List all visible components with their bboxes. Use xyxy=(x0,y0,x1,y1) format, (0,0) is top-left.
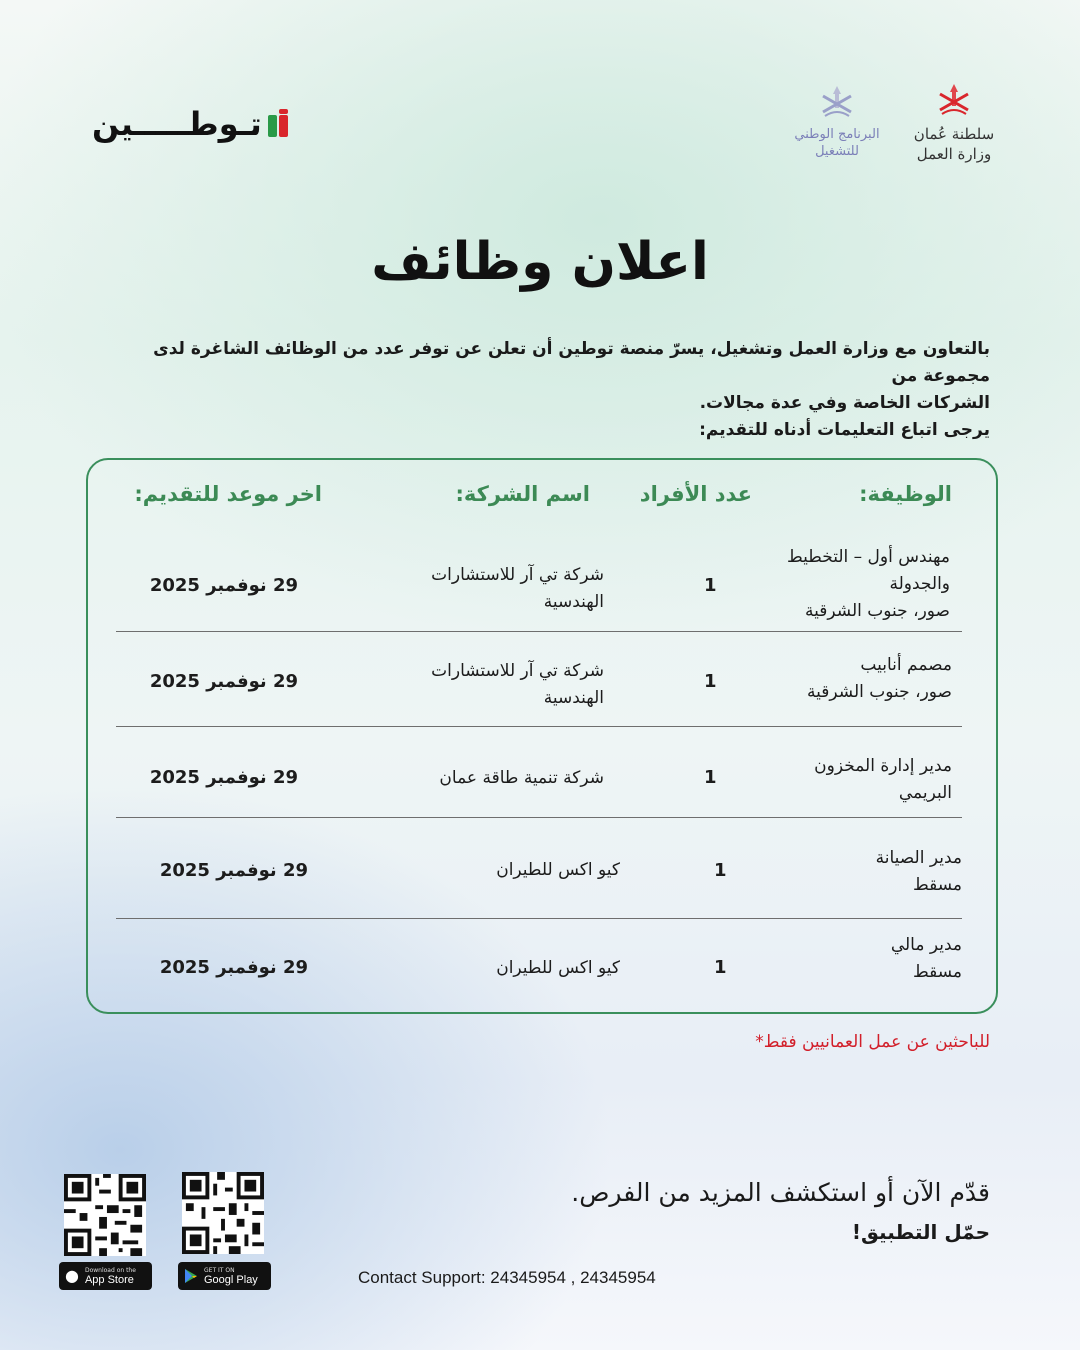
app-store-badge-label: App Store xyxy=(84,1273,134,1286)
tawteen-logo xyxy=(92,100,277,148)
tawteen-logo-text: تـوطـــــين xyxy=(92,105,262,143)
table-row-1-count: 1 xyxy=(704,575,717,596)
contact-support: Contact Support: 24345954 , 24345954 xyxy=(358,1268,656,1287)
table-row-1-company: شركة تي آر للاستشارات الهندسية xyxy=(431,565,604,612)
table-row-2-deadline: 29 نوفمبر 2025 xyxy=(149,671,298,692)
national-program-line-1: البرنامج الوطني xyxy=(794,127,880,142)
header-company: اسم الشركة: xyxy=(455,482,590,506)
table-row-5-count: 1 xyxy=(714,957,727,978)
ministry-of-labour-logo xyxy=(904,80,1004,170)
table-row-2-company: شركة تي آر للاستشارات الهندسية xyxy=(431,661,604,708)
table-row-1-deadline: 29 نوفمبر 2025 xyxy=(149,575,298,596)
table-row-3-count: 1 xyxy=(704,767,717,788)
national-program-line-2: للتشغيل xyxy=(815,144,859,159)
table-row-4-job: مدير الصيانة مسقط xyxy=(875,848,962,895)
table-row-3-job: مدير إدارة المخزون البريمي xyxy=(814,756,952,803)
oman-emblem-icon xyxy=(934,80,974,120)
row-divider xyxy=(116,817,962,818)
page-title: اعلان وظائف xyxy=(371,232,709,292)
jobs-table xyxy=(86,458,998,1014)
table-row-4-count: 1 xyxy=(714,860,727,881)
table-row-5-job: مدير مالي مسقط xyxy=(890,935,962,982)
table-row-2-job: مصمم أنابيب صور، جنوب الشرقية xyxy=(807,655,952,702)
table-row-4-company: كيو اكس للطيران xyxy=(496,860,620,880)
table-row-4-deadline: 29 نوفمبر 2025 xyxy=(159,860,308,881)
intro-line-1: بالتعاون مع وزارة العمل وتشغيل، يسرّ منصة توطين أن تعلن عن توفر عدد من الوظائف الشاغرة لدى مجموعة من xyxy=(153,339,990,386)
google-play-qr-code[interactable] xyxy=(182,1172,264,1254)
eligibility-note: للباحثين عن عمل العمانيين فقط* xyxy=(755,1032,990,1052)
row-divider xyxy=(116,631,962,632)
row-divider xyxy=(116,918,962,919)
table-row-3-deadline: 29 نوفمبر 2025 xyxy=(149,767,298,788)
intro-text xyxy=(100,336,990,444)
table-row-3-company: شركة تنمية طاقة عمان xyxy=(439,768,604,788)
app-store-badge[interactable] xyxy=(59,1262,152,1290)
ministry-logo-line-1: سلطنة عُمان xyxy=(913,125,995,143)
table-row-2-count: 1 xyxy=(704,671,717,692)
header-count: عدد الأفراد xyxy=(639,482,752,506)
google-play-badge[interactable] xyxy=(178,1262,271,1290)
google-play-icon xyxy=(184,1268,198,1284)
google-play-badge-small-text: GET IT ON xyxy=(204,1266,235,1274)
table-row-5-deadline: 29 نوفمبر 2025 xyxy=(159,957,308,978)
tawteen-logo-icon xyxy=(268,109,277,139)
national-program-emblem-icon xyxy=(817,82,857,122)
national-program-logo xyxy=(782,82,892,172)
apple-icon: ● xyxy=(65,1266,79,1285)
download-app-text: حمّل التطبيق! xyxy=(851,1220,990,1244)
intro-line-3: يرجى اتباع التعليمات أدناه للتقديم: xyxy=(699,420,990,440)
intro-line-2: الشركات الخاصة وفي عدة مجالات. xyxy=(699,393,990,413)
header-job: الوظيفة: xyxy=(859,482,952,506)
table-row-1-job: مهندس أول – التخطيط والجدولة صور، جنوب الشرقية xyxy=(787,547,950,621)
ministry-logo-line-2: وزارة العمل xyxy=(916,145,992,163)
header-deadline: اخر موعد للتقديم: xyxy=(134,482,322,506)
google-play-badge-label: Googl Play xyxy=(204,1273,258,1286)
app-store-badge-small-text: Download on the xyxy=(84,1266,136,1274)
table-row-5-company: كيو اكس للطيران xyxy=(496,958,620,978)
row-divider xyxy=(116,726,962,727)
call-to-action: قدّم الآن أو استكشف المزيد من الفرص. xyxy=(571,1178,990,1207)
app-store-qr-code[interactable] xyxy=(64,1174,146,1256)
